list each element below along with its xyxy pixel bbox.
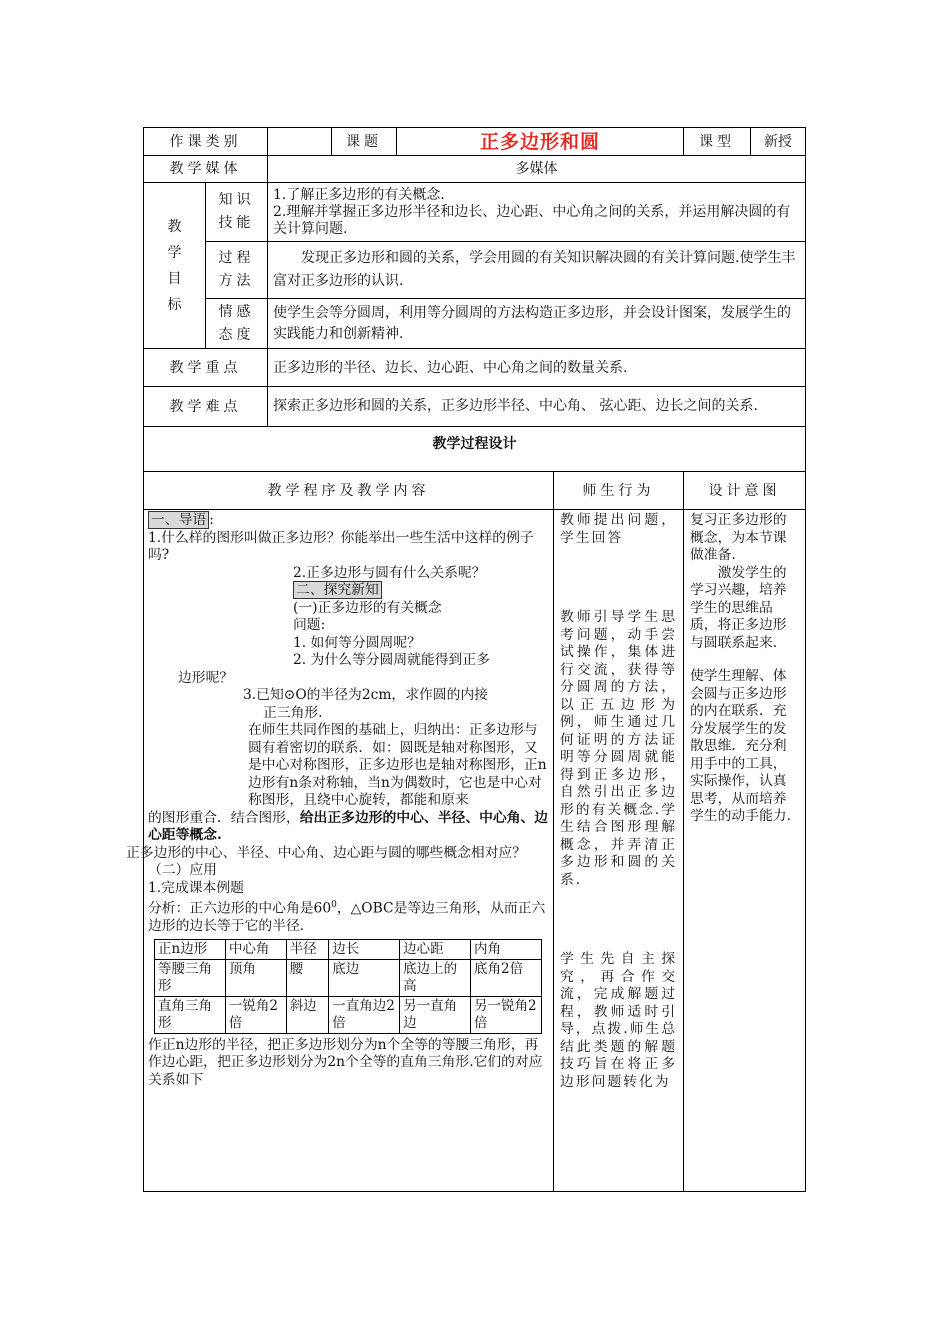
knowledge-text [268,183,806,242]
label-difficult-point: 教学难点 [144,387,268,427]
intro-title: 一、导语 [148,511,209,529]
table-cell: 边心距 [400,939,471,959]
section-title: 教学过程设计 [144,427,806,472]
table-cell: 底边上的高 [400,959,471,996]
summary-text: 的图形重合．结合图形， [148,809,300,826]
explore-question-2-cont: 边形呢？ [178,669,234,686]
explore-question-3-cont: 正三角形. [263,704,323,721]
table-cell: 另一直角边 [400,996,471,1033]
process-text: 发现正多边形和圆的关系，学会用圆的有关知识解决圆的有关计算问题.使学生丰富对正多边形的认识. [268,242,806,299]
table-cell: 底角2倍 [471,959,542,996]
lesson-plan [126,127,805,1192]
table-cell: 斜边 [286,996,329,1033]
value-class-type: 新授 [751,128,806,156]
label-line: 过程 [218,250,255,266]
objectives-char: 目 [167,270,182,287]
objectives-char: 教 [167,218,182,235]
behavior-3: 学生先自主探究，再合作交流，完成解题过程，教师适时引导，点拨.师生总结此类题的解题技巧旨在将正多边形问题转化为 [560,951,677,1090]
intent-2: 激发学生的学习兴趣，培养学生的思维品质，将正多边形与圆联系起来. [690,564,787,651]
label-media: 教学媒体 [144,156,268,183]
intent-1: 复习正多边形的概念，为本节课做准备. [690,512,787,563]
objective-item: 2.理解并掌握正多边形半径和边长、边心距、中心角之间的关系，并运用解决圆的有关计算问题. [273,203,791,237]
table-cell: 正n边形 [155,939,226,959]
table-cell: 另一锐角2倍 [471,996,542,1033]
table-cell: 底边 [329,959,400,996]
label-lesson-type: 作课类别 [144,128,268,156]
objectives-char: 标 [167,296,182,313]
value-media: 多媒体 [268,156,806,183]
table-cell: 内角 [471,939,542,959]
difficult-point-text: 探索正多边形和圆的关系，正多边形半径、中心角、 弦心距、边长之间的关系. [268,387,806,427]
emotion-text: 使学生会等分圆周，利用等分圆周的方法构造正多边形，并会设计图案，发展学生的实践能力和创新精神. [268,299,806,349]
col-header-content: 教学程序及教学内容 [144,472,554,510]
explore-question-3: 3.已知⊙O的半径为2cm，求作圆的内接 [243,687,488,703]
label-line: 情感 [218,303,255,320]
summary-paragraph: 在师生共同作图的基础上，归纳出：正多边形与圆有着密切的联系．如：圆既是轴对称图形，又是中心对称图形，正多边形也是轴对称图形，正n边形有n条对称轴，当n为偶数时，它也是中心对称图形，且绕中心旋转，都能和原来 [248,722,547,808]
key-point-text: 正多边形的半径、边长、边心距、中心角之间的数量关系. [268,349,806,387]
explore-question-label: 问题: [293,617,326,633]
concept-question: 正多边形的中心、半径、中心角、边心距与圆的哪些概念相对应？ [126,844,527,861]
col-header-behavior: 师生行为 [554,472,684,510]
analysis-text: 分析：正六边形的中心角是60 [148,900,332,917]
explore-question-2: 2. 为什么等分圆周就能得到正多 [293,652,490,668]
summary-bold: 给出正多边形的中心、半径、中心角、边心距等概念. [148,809,549,843]
value-lesson-type [268,128,332,156]
table-cell: 中心角 [225,939,286,959]
final-paragraph: 作正n边形的半径，把正多边形划分为n个全等的等腰三角形，再作边心距，把正多边形划分为2n个全等的直角三角形.它们的对应关系如下 [148,1036,543,1088]
behavior-1: 教师提出问题，学生回答 [560,512,677,546]
process-table [126,471,806,1192]
label-line: 态度 [218,326,255,343]
table-cell: 腰 [286,959,329,996]
col-header-intent: 设计意图 [684,472,806,510]
correspondence-table [154,939,542,1034]
header-table [143,127,806,472]
apply-title: （二）应用 [148,862,217,878]
intro-heading [148,512,549,530]
behavior-column [554,510,684,1192]
label-process [206,242,268,299]
label-key-point: 教学重点 [144,349,268,387]
intent-3: 使学生理解、体会圆与正多边形的内在联系．充分发展学生的发散思维．充分利用手中的工具，实际操作，认真思考，从而培养学生的动手能力. [690,668,791,824]
label-line: 技能 [218,215,255,231]
intent-column [684,510,806,1192]
objective-item: 1.了解正多边形的有关概念. [273,186,445,203]
table-cell: 半径 [286,939,329,959]
behavior-2: 教师引导学生思考问题，动手尝试操作，集体进行交流，获得等分圆周的方法，以正五边形为例，师生通过几何证明的方法证明等分圆周就能得到正多边形，自然引出正多边形的有关概念.学生结合图形理解概念，并弄清正多边形和圆的关系. [560,609,677,888]
label-emotion [206,299,268,349]
explore-question-1: 1. 如何等分圆周呢？ [293,634,421,651]
apply-analysis [148,897,549,936]
label-objectives [144,183,206,349]
analysis-text-end: ，△OBC是等边三角形，从而正六边形的边长等于它的半径. [148,900,546,935]
label-class-type: 课型 [684,128,751,156]
page-title: 正多边形和圆 [397,128,684,156]
intro-colon: : [209,512,214,528]
table-cell: 边长 [329,939,400,959]
label-line: 方法 [218,273,255,289]
summary-paragraph-end [148,810,549,845]
table-cell: 一锐角2倍 [225,996,286,1033]
objectives-char: 学 [167,244,182,261]
question-1: 1.什么样的图形叫做正多边形？你能举出一些生活中这样的例子吗? [148,529,534,563]
explore-subtitle: (一)正多边形的有关概念 [293,599,442,616]
table-cell: 直角三角形 [155,996,226,1033]
table-cell: 顶角 [225,959,286,996]
table-cell: 等腰三角形 [155,959,226,996]
label-topic: 课题 [332,128,397,156]
apply-example: 1.完成课本例题 [148,879,244,896]
table-cell: 一直角边2倍 [329,996,400,1033]
label-line: 知识 [218,192,255,208]
analysis-superscript: 0 [331,900,337,910]
label-knowledge [206,183,268,242]
explore-title: 二、探究新知 [293,581,382,599]
content-column [126,510,554,1192]
question-2: 2.正多边形与圆有什么关系呢？ [293,564,486,581]
